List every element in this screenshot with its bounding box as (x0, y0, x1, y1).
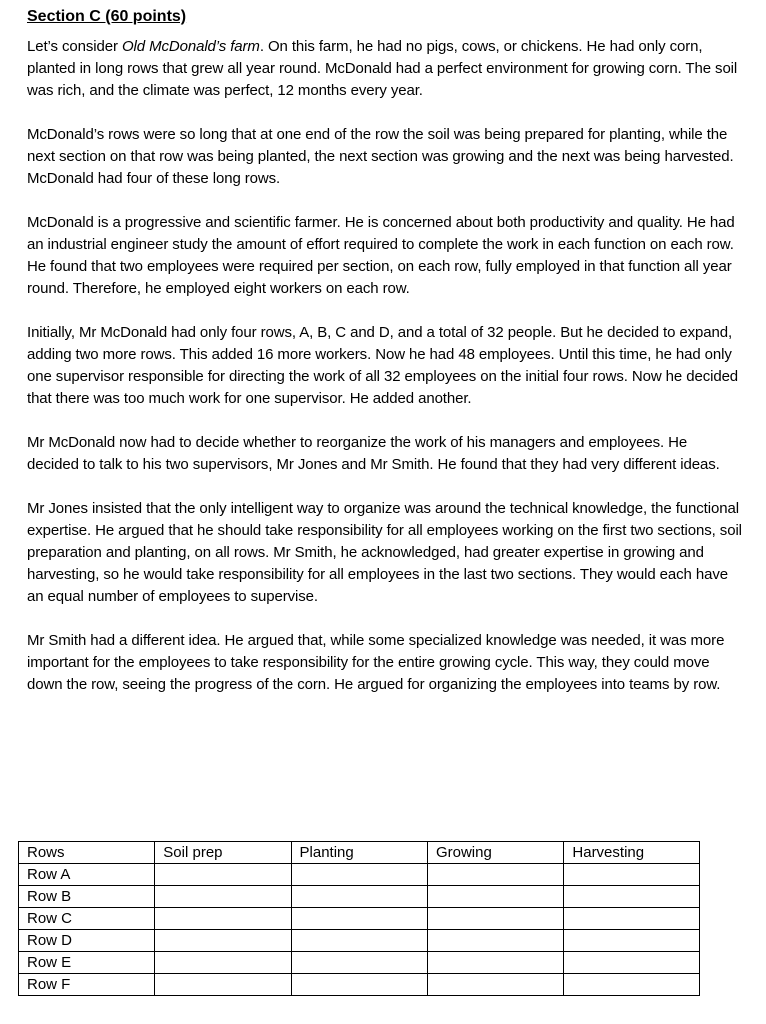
paragraph-intro-rest: . On this farm, he had no pigs, cows, or chickens. He had only corn, planted in long rows that grew all year round. McDonald had a perfect environment for growing corn. The soil was rich, and the climate was perfect, 12 months every year. (27, 38, 738, 99)
assignment-table (18, 841, 700, 996)
row-label: Row F (19, 974, 155, 996)
table-cell[interactable] (427, 908, 563, 930)
table-cell[interactable] (291, 952, 427, 974)
paragraph-jones: Mr Jones insisted that the only intelligent way to organize was around the technical knowledge, the functional expertise. He argued that he should take responsibility for all employees working on the first two sections, soil preparation and planting, on all rows. Mr Smith, he acknowledged, had greater expertise in growing and harvesting, so he would take responsibility for all employees in the last two sections. They would each have an equal number of employees to supervise. (27, 500, 742, 605)
row-label: Row C (19, 908, 155, 930)
table-cell[interactable] (155, 886, 291, 908)
table-row (19, 908, 700, 930)
row-label: Row A (19, 864, 155, 886)
paragraph-expansion: Initially, Mr McDonald had only four rows, A, B, C and D, and a total of 32 people. But he decided to expand, adding two more rows. This added 16 more workers. Now he had 48 employees. Until this time, he had only one supervisor responsible for directing the work of all 32 employees on the initial four rows. Now he decided that there was too much work for one supervisor. He added another. (27, 324, 739, 407)
row-label: Row B (19, 886, 155, 908)
table-cell[interactable] (427, 974, 563, 996)
table-cell[interactable] (427, 930, 563, 952)
table-cell[interactable] (564, 952, 700, 974)
table-cell[interactable] (564, 908, 700, 930)
table-header-cell: Planting (291, 842, 427, 864)
table-row (19, 952, 700, 974)
table-cell[interactable] (291, 908, 427, 930)
table-cell[interactable] (427, 886, 563, 908)
table-header-cell: Soil prep (155, 842, 291, 864)
table-row (19, 864, 700, 886)
paragraph-productivity: McDonald is a progressive and scientific farmer. He is concerned about both productivity and quality. He had an industrial engineer study the amount of effort required to complete the work in each function on each row. He found that two employees were required per section, on each row, fully employed in that function all year round. Therefore, he employed eight workers on each row. (27, 214, 735, 297)
table-cell[interactable] (291, 886, 427, 908)
table-cell[interactable] (155, 908, 291, 930)
table-cell[interactable] (564, 974, 700, 996)
table-cell[interactable] (291, 974, 427, 996)
farm-title: Old McDonald’s farm (121, 38, 260, 55)
table-cell[interactable] (155, 864, 291, 886)
section-heading: Section C (60 points) (27, 8, 187, 25)
paragraph-smith: Mr Smith had a different idea. He argued that, while some specialized knowledge was needed, it was more important for the employees to take responsibility for the entire growing cycle. This way, they could move down the row, seeing the progress of the corn. He argued for organizing the employees into teams by row. (27, 632, 725, 693)
table-cell[interactable] (564, 930, 700, 952)
table-header-cell: Growing (427, 842, 563, 864)
table-cell[interactable] (155, 930, 291, 952)
table-cell[interactable] (564, 886, 700, 908)
paragraph-intro-lead: Let’s consider (27, 38, 122, 55)
paragraph-intro (27, 36, 742, 102)
table-header-cell: Rows (19, 842, 155, 864)
table-cell[interactable] (291, 930, 427, 952)
table-cell[interactable] (155, 974, 291, 996)
table-cell[interactable] (427, 952, 563, 974)
table-header-row (19, 842, 700, 864)
table-row (19, 930, 700, 952)
paragraph-rows: McDonald’s rows were so long that at one end of the row the soil was being prepared for planting, while the next section on that row was being planted, the next section was growing and the next was being harvested. McDonald had four of these long rows. (27, 126, 734, 187)
table-row (19, 974, 700, 996)
table-cell[interactable] (291, 864, 427, 886)
paragraph-reorganize: Mr McDonald now had to decide whether to reorganize the work of his managers and employees. He decided to talk to his two supervisors, Mr Jones and Mr Smith. He found that they had very different ideas. (27, 434, 720, 473)
table-cell[interactable] (155, 952, 291, 974)
row-label: Row D (19, 930, 155, 952)
row-label: Row E (19, 952, 155, 974)
table-row (19, 886, 700, 908)
table-cell[interactable] (427, 864, 563, 886)
table-cell[interactable] (564, 864, 700, 886)
table-header-cell: Harvesting (564, 842, 700, 864)
